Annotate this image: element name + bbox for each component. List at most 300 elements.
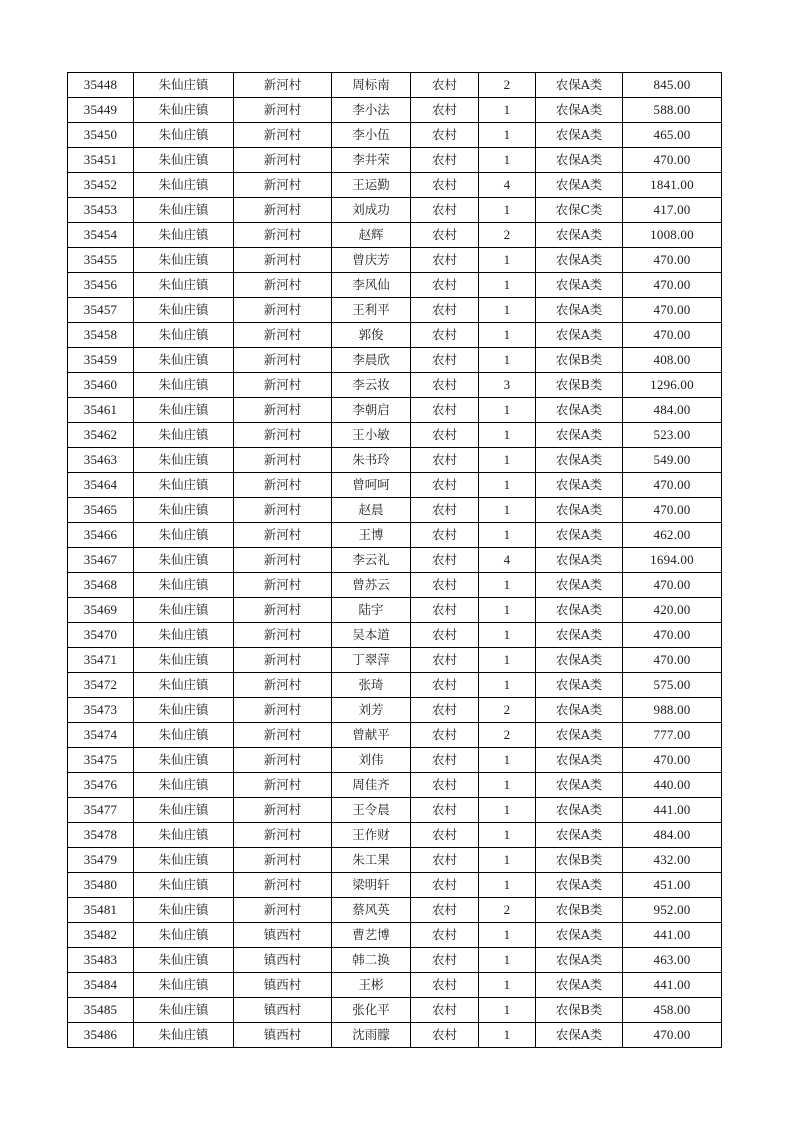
town-cell: 朱仙庄镇 (134, 973, 234, 998)
household-type-cell: 农村 (411, 873, 479, 898)
table-row (68, 573, 722, 598)
amount-cell: 470.00 (623, 473, 722, 498)
member-count-cell: 1 (479, 348, 536, 373)
table-row (68, 98, 722, 123)
table-row (68, 148, 722, 173)
record-id-cell: 35464 (68, 473, 134, 498)
insurance-category-cell: 农保A类 (536, 973, 623, 998)
town-cell: 朱仙庄镇 (134, 1023, 234, 1048)
household-type-cell: 农村 (411, 773, 479, 798)
town-cell: 朱仙庄镇 (134, 273, 234, 298)
table-row (68, 748, 722, 773)
insurance-category-cell: 农保C类 (536, 198, 623, 223)
household-type-cell: 农村 (411, 198, 479, 223)
record-id-cell: 35466 (68, 523, 134, 548)
amount-cell: 470.00 (623, 148, 722, 173)
town-cell: 朱仙庄镇 (134, 348, 234, 373)
table-row (68, 648, 722, 673)
household-type-cell: 农村 (411, 623, 479, 648)
record-id-cell: 35455 (68, 248, 134, 273)
table-row (68, 548, 722, 573)
town-cell: 朱仙庄镇 (134, 323, 234, 348)
town-cell: 朱仙庄镇 (134, 248, 234, 273)
town-cell: 朱仙庄镇 (134, 573, 234, 598)
record-id-cell: 35477 (68, 798, 134, 823)
table-row (68, 323, 722, 348)
insurance-category-cell: 农保A类 (536, 448, 623, 473)
amount-cell: 952.00 (623, 898, 722, 923)
member-count-cell: 1 (479, 573, 536, 598)
amount-cell: 441.00 (623, 923, 722, 948)
insurance-category-cell: 农保A类 (536, 798, 623, 823)
village-cell: 新河村 (234, 498, 332, 523)
household-type-cell: 农村 (411, 148, 479, 173)
member-count-cell: 3 (479, 373, 536, 398)
table-row (68, 398, 722, 423)
member-count-cell: 2 (479, 723, 536, 748)
insurance-category-cell: 农保A类 (536, 1023, 623, 1048)
record-id-cell: 35480 (68, 873, 134, 898)
record-id-cell: 35462 (68, 423, 134, 448)
record-id-cell: 35474 (68, 723, 134, 748)
name-cell: 李晨欣 (332, 348, 411, 373)
town-cell: 朱仙庄镇 (134, 198, 234, 223)
name-cell: 吴本道 (332, 623, 411, 648)
table-row (68, 498, 722, 523)
record-id-cell: 35479 (68, 848, 134, 873)
table-row (68, 73, 722, 98)
table-row (68, 123, 722, 148)
insurance-category-cell: 农保B类 (536, 848, 623, 873)
town-cell: 朱仙庄镇 (134, 523, 234, 548)
amount-cell: 458.00 (623, 998, 722, 1023)
amount-cell: 1841.00 (623, 173, 722, 198)
member-count-cell: 1 (479, 973, 536, 998)
household-type-cell: 农村 (411, 298, 479, 323)
record-id-cell: 35449 (68, 98, 134, 123)
name-cell: 李风仙 (332, 273, 411, 298)
table-row (68, 923, 722, 948)
village-cell: 新河村 (234, 573, 332, 598)
town-cell: 朱仙庄镇 (134, 923, 234, 948)
record-id-cell: 35458 (68, 323, 134, 348)
village-cell: 新河村 (234, 673, 332, 698)
town-cell: 朱仙庄镇 (134, 498, 234, 523)
amount-cell: 432.00 (623, 848, 722, 873)
name-cell: 朱工果 (332, 848, 411, 873)
household-type-cell: 农村 (411, 673, 479, 698)
record-id-cell: 35472 (68, 673, 134, 698)
record-id-cell: 35461 (68, 398, 134, 423)
amount-cell: 470.00 (623, 748, 722, 773)
name-cell: 周佳齐 (332, 773, 411, 798)
name-cell: 王运勤 (332, 173, 411, 198)
insurance-category-cell: 农保A类 (536, 948, 623, 973)
table-row (68, 798, 722, 823)
member-count-cell: 1 (479, 298, 536, 323)
table-row (68, 248, 722, 273)
household-type-cell: 农村 (411, 123, 479, 148)
name-cell: 梁明轩 (332, 873, 411, 898)
village-cell: 新河村 (234, 823, 332, 848)
name-cell: 朱书玲 (332, 448, 411, 473)
household-type-cell: 农村 (411, 498, 479, 523)
village-cell: 新河村 (234, 623, 332, 648)
table-row (68, 723, 722, 748)
record-id-cell: 35467 (68, 548, 134, 573)
member-count-cell: 1 (479, 623, 536, 648)
record-id-cell: 35451 (68, 148, 134, 173)
village-cell: 新河村 (234, 123, 332, 148)
household-type-cell: 农村 (411, 973, 479, 998)
household-type-cell: 农村 (411, 573, 479, 598)
insurance-category-cell: 农保A类 (536, 673, 623, 698)
household-type-cell: 农村 (411, 698, 479, 723)
name-cell: 周标南 (332, 73, 411, 98)
town-cell: 朱仙庄镇 (134, 473, 234, 498)
table-row (68, 948, 722, 973)
name-cell: 李井荣 (332, 148, 411, 173)
town-cell: 朱仙庄镇 (134, 173, 234, 198)
village-cell: 新河村 (234, 298, 332, 323)
town-cell: 朱仙庄镇 (134, 848, 234, 873)
member-count-cell: 1 (479, 873, 536, 898)
amount-cell: 408.00 (623, 348, 722, 373)
village-cell: 新河村 (234, 98, 332, 123)
name-cell: 刘伟 (332, 748, 411, 773)
member-count-cell: 1 (479, 598, 536, 623)
village-cell: 新河村 (234, 473, 332, 498)
village-cell: 新河村 (234, 648, 332, 673)
insurance-category-cell: 农保A类 (536, 698, 623, 723)
town-cell: 朱仙庄镇 (134, 73, 234, 98)
village-cell: 新河村 (234, 873, 332, 898)
table-row (68, 823, 722, 848)
member-count-cell: 1 (479, 648, 536, 673)
record-id-cell: 35450 (68, 123, 134, 148)
town-cell: 朱仙庄镇 (134, 698, 234, 723)
town-cell: 朱仙庄镇 (134, 898, 234, 923)
town-cell: 朱仙庄镇 (134, 298, 234, 323)
insurance-category-cell: 农保B类 (536, 348, 623, 373)
amount-cell: 588.00 (623, 98, 722, 123)
household-type-cell: 农村 (411, 448, 479, 473)
name-cell: 李云妆 (332, 373, 411, 398)
town-cell: 朱仙庄镇 (134, 373, 234, 398)
name-cell: 王小敏 (332, 423, 411, 448)
member-count-cell: 2 (479, 898, 536, 923)
amount-cell: 417.00 (623, 198, 722, 223)
record-id-cell: 35485 (68, 998, 134, 1023)
household-type-cell: 农村 (411, 423, 479, 448)
town-cell: 朱仙庄镇 (134, 773, 234, 798)
village-cell: 新河村 (234, 698, 332, 723)
table-row (68, 1023, 722, 1048)
record-id-cell: 35448 (68, 73, 134, 98)
household-type-cell: 农村 (411, 98, 479, 123)
amount-cell: 484.00 (623, 398, 722, 423)
town-cell: 朱仙庄镇 (134, 423, 234, 448)
name-cell: 韩二换 (332, 948, 411, 973)
amount-cell: 451.00 (623, 873, 722, 898)
member-count-cell: 1 (479, 773, 536, 798)
record-id-cell: 35473 (68, 698, 134, 723)
amount-cell: 470.00 (623, 323, 722, 348)
record-id-cell: 35475 (68, 748, 134, 773)
member-count-cell: 1 (479, 248, 536, 273)
town-cell: 朱仙庄镇 (134, 123, 234, 148)
village-cell: 镇西村 (234, 948, 332, 973)
insurance-category-cell: 农保A类 (536, 873, 623, 898)
record-id-cell: 35468 (68, 573, 134, 598)
member-count-cell: 1 (479, 423, 536, 448)
member-count-cell: 2 (479, 223, 536, 248)
name-cell: 李小伍 (332, 123, 411, 148)
name-cell: 丁翠萍 (332, 648, 411, 673)
amount-cell: 470.00 (623, 248, 722, 273)
member-count-cell: 1 (479, 823, 536, 848)
household-type-cell: 农村 (411, 348, 479, 373)
member-count-cell: 1 (479, 748, 536, 773)
record-id-cell: 35463 (68, 448, 134, 473)
household-type-cell: 农村 (411, 798, 479, 823)
village-cell: 新河村 (234, 598, 332, 623)
town-cell: 朱仙庄镇 (134, 873, 234, 898)
member-count-cell: 2 (479, 698, 536, 723)
household-type-cell: 农村 (411, 523, 479, 548)
record-id-cell: 35482 (68, 923, 134, 948)
insurance-category-cell: 农保A类 (536, 523, 623, 548)
village-cell: 新河村 (234, 548, 332, 573)
name-cell: 沈雨朦 (332, 1023, 411, 1048)
village-cell: 镇西村 (234, 973, 332, 998)
village-cell: 新河村 (234, 173, 332, 198)
insurance-category-cell: 农保A类 (536, 123, 623, 148)
village-cell: 镇西村 (234, 998, 332, 1023)
town-cell: 朱仙庄镇 (134, 223, 234, 248)
household-type-cell: 农村 (411, 398, 479, 423)
table-row (68, 973, 722, 998)
table-row (68, 898, 722, 923)
member-count-cell: 1 (479, 848, 536, 873)
insurance-category-cell: 农保A类 (536, 398, 623, 423)
household-type-cell: 农村 (411, 248, 479, 273)
village-cell: 新河村 (234, 898, 332, 923)
name-cell: 李云礼 (332, 548, 411, 573)
household-type-cell: 农村 (411, 748, 479, 773)
household-type-cell: 农村 (411, 473, 479, 498)
insurance-category-cell: 农保A类 (536, 148, 623, 173)
village-cell: 新河村 (234, 198, 332, 223)
name-cell: 曾献平 (332, 723, 411, 748)
name-cell: 陆宇 (332, 598, 411, 623)
name-cell: 王令晨 (332, 798, 411, 823)
town-cell: 朱仙庄镇 (134, 148, 234, 173)
table-row (68, 598, 722, 623)
amount-cell: 1694.00 (623, 548, 722, 573)
village-cell: 新河村 (234, 448, 332, 473)
household-type-cell: 农村 (411, 1023, 479, 1048)
village-cell: 新河村 (234, 373, 332, 398)
record-id-cell: 35476 (68, 773, 134, 798)
household-type-cell: 农村 (411, 273, 479, 298)
insurance-category-cell: 农保A类 (536, 773, 623, 798)
insurance-category-cell: 农保A类 (536, 648, 623, 673)
amount-cell: 777.00 (623, 723, 722, 748)
name-cell: 刘成功 (332, 198, 411, 223)
member-count-cell: 1 (479, 398, 536, 423)
insurance-category-cell: 农保A类 (536, 423, 623, 448)
member-count-cell: 4 (479, 548, 536, 573)
town-cell: 朱仙庄镇 (134, 723, 234, 748)
insurance-category-cell: 农保B类 (536, 998, 623, 1023)
amount-cell: 470.00 (623, 648, 722, 673)
record-id-cell: 35471 (68, 648, 134, 673)
town-cell: 朱仙庄镇 (134, 748, 234, 773)
amount-cell: 470.00 (623, 573, 722, 598)
insurance-category-cell: 农保A类 (536, 473, 623, 498)
insurance-category-cell: 农保A类 (536, 623, 623, 648)
name-cell: 曹艺博 (332, 923, 411, 948)
name-cell: 赵晨 (332, 498, 411, 523)
record-id-cell: 35484 (68, 973, 134, 998)
record-id-cell: 35452 (68, 173, 134, 198)
member-count-cell: 1 (479, 498, 536, 523)
town-cell: 朱仙庄镇 (134, 823, 234, 848)
name-cell: 刘芳 (332, 698, 411, 723)
amount-cell: 484.00 (623, 823, 722, 848)
amount-cell: 441.00 (623, 973, 722, 998)
member-count-cell: 1 (479, 923, 536, 948)
record-id-cell: 35465 (68, 498, 134, 523)
household-type-cell: 农村 (411, 73, 479, 98)
table-row (68, 273, 722, 298)
town-cell: 朱仙庄镇 (134, 623, 234, 648)
record-id-cell: 35457 (68, 298, 134, 323)
household-type-cell: 农村 (411, 548, 479, 573)
name-cell: 曾庆芳 (332, 248, 411, 273)
insurance-category-cell: 农保A类 (536, 498, 623, 523)
village-cell: 镇西村 (234, 923, 332, 948)
insurance-category-cell: 农保A类 (536, 73, 623, 98)
table-row (68, 623, 722, 648)
member-count-cell: 1 (479, 448, 536, 473)
name-cell: 张化平 (332, 998, 411, 1023)
amount-cell: 549.00 (623, 448, 722, 473)
table-row (68, 673, 722, 698)
insurance-category-cell: 农保A类 (536, 598, 623, 623)
record-id-cell: 35454 (68, 223, 134, 248)
name-cell: 王博 (332, 523, 411, 548)
name-cell: 曾苏云 (332, 573, 411, 598)
name-cell: 赵辉 (332, 223, 411, 248)
member-count-cell: 1 (479, 523, 536, 548)
village-cell: 镇西村 (234, 1023, 332, 1048)
village-cell: 新河村 (234, 523, 332, 548)
name-cell: 曾呵呵 (332, 473, 411, 498)
town-cell: 朱仙庄镇 (134, 948, 234, 973)
insurance-category-cell: 农保A类 (536, 573, 623, 598)
town-cell: 朱仙庄镇 (134, 998, 234, 1023)
household-type-cell: 农村 (411, 173, 479, 198)
name-cell: 李朝启 (332, 398, 411, 423)
record-id-cell: 35459 (68, 348, 134, 373)
insurance-category-cell: 农保B类 (536, 898, 623, 923)
member-count-cell: 2 (479, 73, 536, 98)
household-type-cell: 农村 (411, 223, 479, 248)
table-row (68, 523, 722, 548)
amount-cell: 470.00 (623, 498, 722, 523)
town-cell: 朱仙庄镇 (134, 448, 234, 473)
table-row (68, 448, 722, 473)
table-row (68, 173, 722, 198)
insurance-category-cell: 农保A类 (536, 223, 623, 248)
household-type-cell: 农村 (411, 723, 479, 748)
village-cell: 新河村 (234, 748, 332, 773)
member-count-cell: 1 (479, 148, 536, 173)
insurance-category-cell: 农保A类 (536, 548, 623, 573)
record-id-cell: 35478 (68, 823, 134, 848)
household-type-cell: 农村 (411, 648, 479, 673)
name-cell: 王彬 (332, 973, 411, 998)
amount-cell: 845.00 (623, 73, 722, 98)
member-count-cell: 1 (479, 1023, 536, 1048)
village-cell: 新河村 (234, 398, 332, 423)
amount-cell: 470.00 (623, 623, 722, 648)
village-cell: 新河村 (234, 773, 332, 798)
amount-cell: 463.00 (623, 948, 722, 973)
insurance-category-cell: 农保B类 (536, 373, 623, 398)
town-cell: 朱仙庄镇 (134, 673, 234, 698)
town-cell: 朱仙庄镇 (134, 98, 234, 123)
amount-cell: 420.00 (623, 598, 722, 623)
amount-cell: 465.00 (623, 123, 722, 148)
table-row (68, 348, 722, 373)
member-count-cell: 1 (479, 673, 536, 698)
name-cell: 李小法 (332, 98, 411, 123)
household-type-cell: 农村 (411, 323, 479, 348)
table-row (68, 373, 722, 398)
record-id-cell: 35483 (68, 948, 134, 973)
record-id-cell: 35470 (68, 623, 134, 648)
amount-cell: 1008.00 (623, 223, 722, 248)
table-row (68, 423, 722, 448)
town-cell: 朱仙庄镇 (134, 598, 234, 623)
record-id-cell: 35460 (68, 373, 134, 398)
insurance-category-cell: 农保A类 (536, 248, 623, 273)
village-cell: 新河村 (234, 273, 332, 298)
record-id-cell: 35481 (68, 898, 134, 923)
name-cell: 蔡风英 (332, 898, 411, 923)
village-cell: 新河村 (234, 323, 332, 348)
amount-cell: 1296.00 (623, 373, 722, 398)
village-cell: 新河村 (234, 348, 332, 373)
household-type-cell: 农村 (411, 373, 479, 398)
amount-cell: 575.00 (623, 673, 722, 698)
name-cell: 王作财 (332, 823, 411, 848)
household-type-cell: 农村 (411, 598, 479, 623)
member-count-cell: 1 (479, 198, 536, 223)
insurance-category-cell: 农保A类 (536, 298, 623, 323)
name-cell: 张琦 (332, 673, 411, 698)
household-type-cell: 农村 (411, 923, 479, 948)
amount-cell: 523.00 (623, 423, 722, 448)
insurance-category-cell: 农保A类 (536, 748, 623, 773)
table-row (68, 873, 722, 898)
household-type-cell: 农村 (411, 848, 479, 873)
table-row (68, 848, 722, 873)
insurance-category-cell: 农保A类 (536, 173, 623, 198)
